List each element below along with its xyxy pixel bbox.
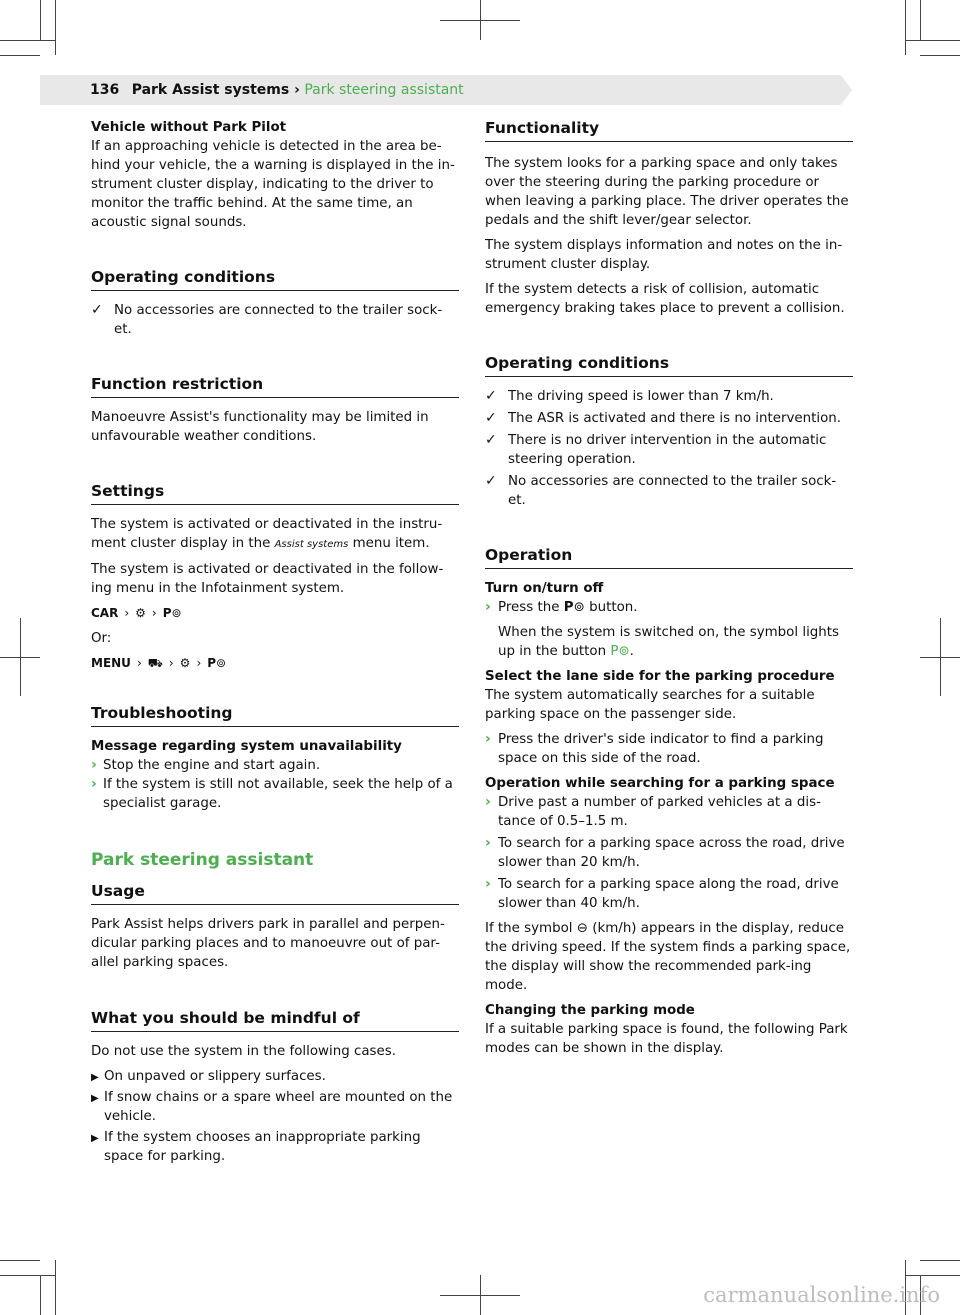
list-item: › To search for a parking space along the road, drive slower than 40 km/h. (485, 876, 839, 911)
list-item: › Stop the engine and start again. (91, 757, 321, 773)
lane-text: The system automatically searches for a suitable parking space on the passenger side. (485, 688, 815, 722)
list-item: ✓ No accessories are connected to the trailer sock-et. (91, 302, 443, 337)
arrow-right-icon: › (485, 794, 491, 810)
or-text: Or: (91, 631, 112, 646)
list-item: ✓ There is no driver intervention in the automatic steering operation. (485, 432, 827, 467)
crop-mark (920, 55, 960, 56)
functionality-text-2: The system displays information and notes on the in-strument cluster display. (485, 238, 843, 272)
list-item: › To search for a parking space across the road, drive slower than 20 km/h. (485, 835, 845, 870)
chevron-right-icon: › (151, 606, 157, 620)
functionality-text-3: If the system detects a risk of collision, automatic emergency braking takes place to prevent a collision. (485, 282, 845, 316)
crop-mark (55, 1260, 56, 1315)
list-item: › Drive past a number of parked vehicles at a dis-tance of 0.5–1.5 m. (485, 794, 821, 829)
bullet-triangle-icon: ▶ (91, 1072, 99, 1083)
vehicle-text: If an approaching vehicle is detected in the area be-hind your vehicle, the a warning is displayed in the in-strument cluster display, indicating to the driver to monitor the traffic behind. At the same time, an acoustic signal sounds. (91, 139, 455, 230)
list-item: ✓ The ASR is activated and there is no intervention. (485, 410, 842, 426)
check-icon: ✓ (485, 388, 497, 404)
gear-car-icon: ⚙ (179, 656, 191, 670)
operation-heading: Operation (485, 545, 853, 569)
crop-mark (0, 1260, 40, 1261)
bullet-triangle-icon: ▶ (91, 1133, 99, 1144)
section-title: Park Assist systems › (131, 82, 300, 98)
page-number: 136 (90, 82, 120, 98)
left-column (91, 118, 459, 1166)
crop-mark (920, 0, 921, 40)
crop-mark (905, 40, 960, 41)
mindful-heading: What you should be mindful of (91, 1008, 459, 1032)
crop-mark (440, 1295, 520, 1296)
mode-heading: Changing the parking mode (485, 1003, 695, 1018)
crop-mark (55, 0, 56, 55)
turn-heading: Turn on/turn off (485, 581, 604, 596)
list-item: ▶ If snow chains or a spare wheel are mounted on the vehicle. (91, 1090, 453, 1124)
running-header (90, 81, 464, 99)
chevron-right-icon: › (168, 656, 174, 670)
arrow-right-icon: › (485, 876, 491, 892)
operating-conditions-heading: Operating conditions (485, 353, 853, 377)
gear-car-icon: ⚙ (135, 606, 146, 620)
settings-text-1: The system is activated or deactivated in the instru-ment cluster display in the Assist systems menu item. (91, 517, 443, 551)
menu-item-label: Assist systems (274, 539, 349, 550)
check-icon: ✓ (485, 473, 497, 489)
chevron-right-icon: › (136, 656, 142, 670)
speed-symbol-icon: ⊖ (576, 921, 589, 936)
turn-note: When the system is switched on, the symbol lights up in the button P⊚. (498, 625, 839, 659)
check-icon: ✓ (91, 302, 103, 318)
right-column (485, 118, 853, 1058)
park-assist-icon-lit: P⊚ (610, 644, 630, 659)
crop-mark (20, 618, 21, 696)
park-assist-icon: P⊚ (207, 656, 227, 670)
vehicle-heading: Vehicle without Park Pilot (91, 120, 287, 135)
list-item: ▶ If the system chooses an inappropriate parking space for parking. (91, 1130, 421, 1164)
check-icon: ✓ (485, 410, 497, 426)
crop-mark (940, 618, 941, 696)
crop-mark (905, 0, 906, 55)
crop-mark (905, 1275, 960, 1276)
list-item: ▶ On unpaved or slippery surfaces. (91, 1067, 459, 1086)
check-icon: ✓ (485, 432, 497, 448)
troubleshooting-heading: Troubleshooting (91, 703, 459, 727)
function-restriction-heading: Function restriction (91, 374, 459, 398)
crop-mark (0, 1275, 55, 1276)
search-heading: Operation while searching for a parking space (485, 776, 835, 791)
functionality-text-1: The system looks for a parking space and only takes over the steering during the parking procedure or when leaving a parking place. The driver operates the pedals and the shift lever/gear selector. (485, 156, 849, 228)
arrow-right-icon: › (91, 776, 97, 792)
arrow-right-icon: › (91, 757, 97, 773)
list-item: ✓ No accessories are connected to the trailer sock-et. (485, 473, 837, 508)
usage-text: Park Assist helps drivers park in parallel and perpen-dicular parking places and to manoeuvre out of par-allel parking spaces. (91, 917, 445, 970)
lane-heading: Select the lane side for the parking procedure (485, 669, 835, 684)
chevron-right-icon: › (196, 656, 202, 670)
list-item: › If the system is still not available, seek the help of a specialist garage. (91, 776, 453, 811)
operating-conditions-heading: Operating conditions (91, 267, 459, 291)
troubleshooting-subheading: Message regarding system unavailability (91, 739, 402, 754)
chevron-right-icon: › (124, 606, 130, 620)
arrow-right-icon: › (485, 599, 491, 615)
car-key: CAR (91, 606, 119, 620)
bullet-triangle-icon: ▶ (91, 1093, 99, 1104)
symbol-text: If the symbol ⊖ (km/h) appears in the display, reduce the driving speed. If the system finds a parking space, the display will show the recommended park-ing mode. (485, 921, 851, 993)
watermark: carmanualsonline.info (703, 1283, 940, 1307)
crop-mark (0, 55, 40, 56)
crop-mark (440, 20, 520, 21)
arrow-right-icon: › (485, 731, 491, 747)
crop-mark (920, 1260, 960, 1261)
functionality-heading: Functionality (485, 118, 853, 142)
park-assist-icon: P⊚ (162, 606, 182, 620)
list-item: › Press the driver's side indicator to find a parking space on this side of the road. (485, 731, 824, 766)
crop-mark (40, 1275, 41, 1315)
park-steering-assistant-title: Park steering assistant (91, 850, 314, 870)
subsection-title: Park steering assistant (304, 82, 464, 98)
mindful-text: Do not use the system in the following cases. (91, 1044, 396, 1059)
settings-text-2: The system is activated or deactivated in the follow-ing menu in the Infotainment system. (91, 562, 444, 596)
list-item: › Press the P⊚ button. (485, 599, 638, 615)
menu-path-2 (91, 654, 459, 673)
settings-heading: Settings (91, 481, 459, 505)
car-icon: ⛟ (147, 656, 163, 670)
mode-text: If a suitable parking space is found, the following Park modes can be shown in the display. (485, 1022, 848, 1056)
crop-mark (0, 40, 55, 41)
usage-heading: Usage (91, 881, 459, 905)
menu-path-1 (91, 604, 459, 623)
function-restriction-text: Manoeuvre Assist's functionality may be limited in unfavourable weather conditions. (91, 410, 429, 444)
crop-mark (40, 0, 41, 40)
park-assist-icon: P⊚ (563, 600, 585, 615)
arrow-right-icon: › (485, 835, 491, 851)
menu-key: MENU (91, 656, 131, 670)
list-item: ✓ The driving speed is lower than 7 km/h. (485, 388, 774, 404)
